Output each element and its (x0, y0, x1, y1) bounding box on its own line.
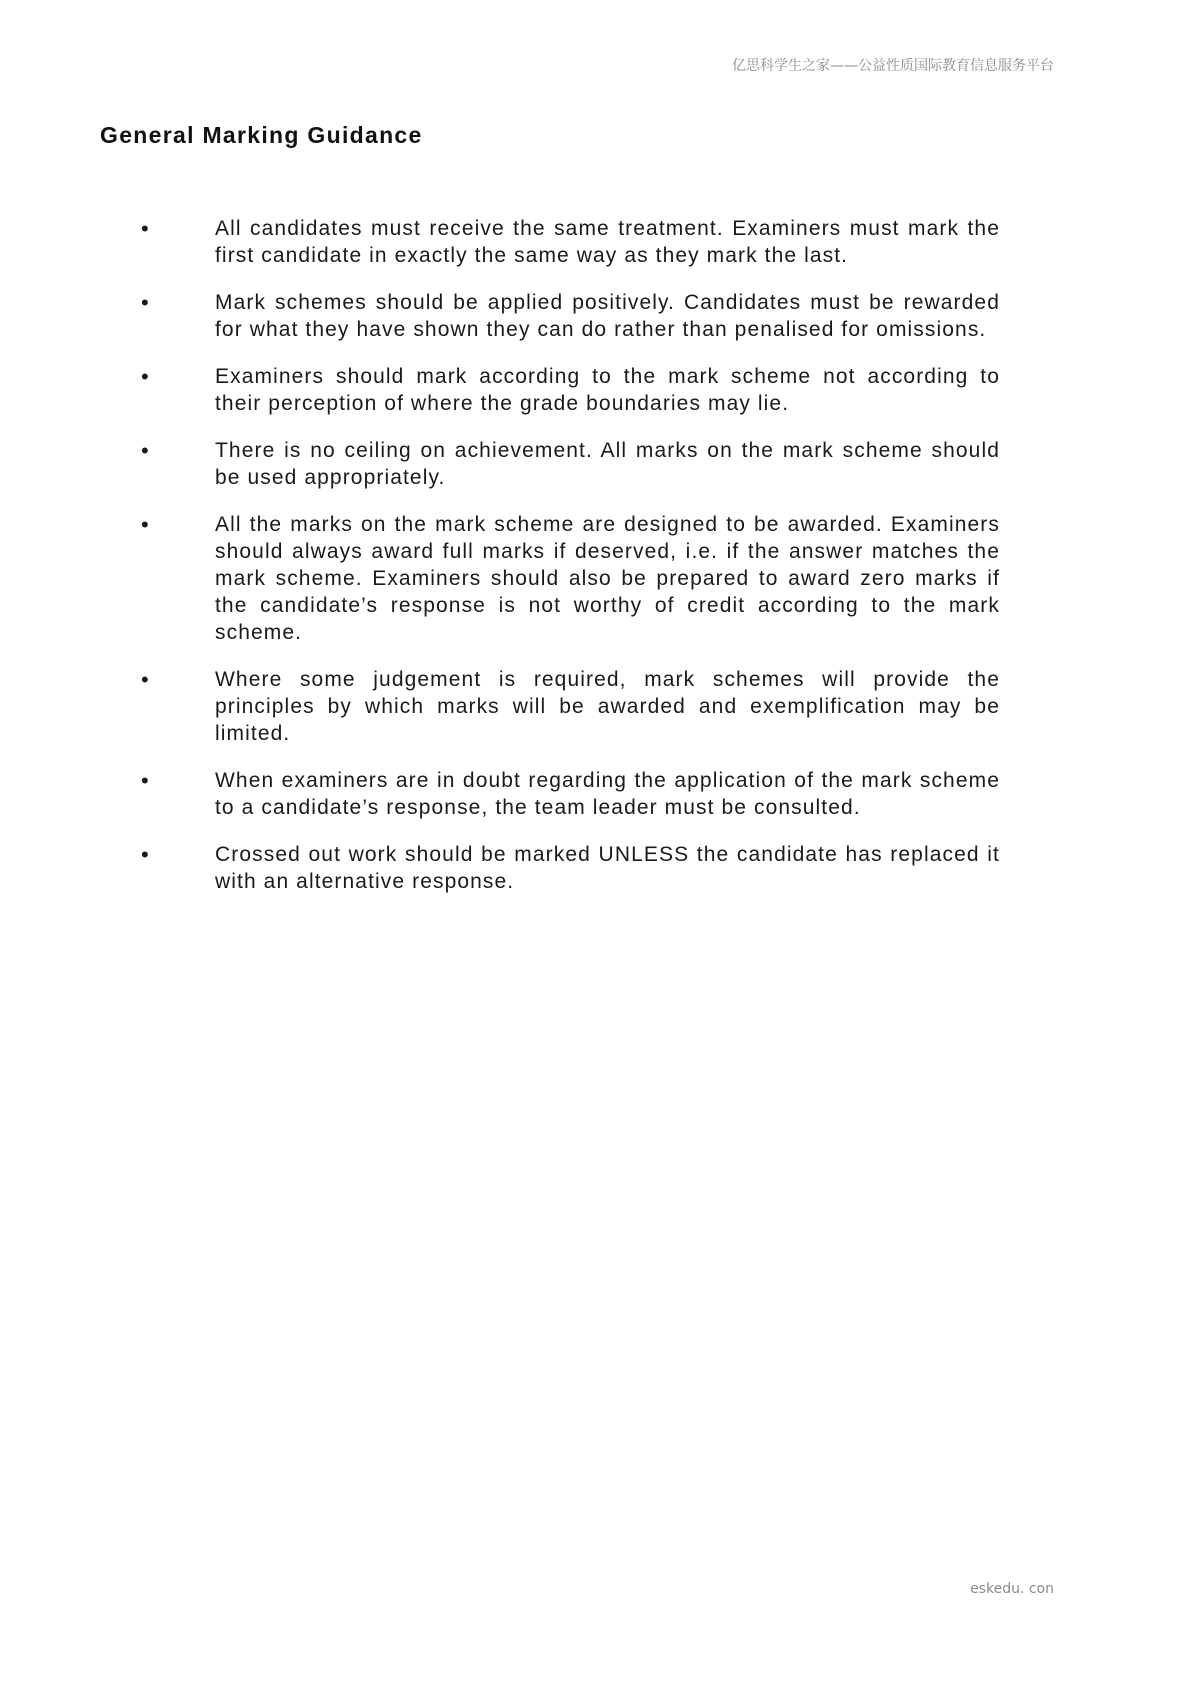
list-item-text: Mark schemes should be applied positively. Candidates must be rewarded for what they have shown they can do rather than penalised for omissions. (215, 291, 1000, 341)
page-header-watermark: 亿思科学生之家——公益性质国际教育信息服务平台 (732, 58, 1054, 74)
list-item (140, 363, 1000, 417)
list-item-text: Crossed out work should be marked UNLESS the candidate has replaced it with an alternative response. (215, 843, 1000, 893)
bullet-icon: • (141, 438, 149, 463)
bullet-icon: • (141, 364, 149, 389)
bullet-icon: • (141, 216, 149, 241)
list-item-text: All the marks on the mark scheme are designed to be awarded. Examiners should always award full marks if deserved, i.e. if the answer matches the mark scheme. Examiners should also be prepared to award zero marks if the candidate’s response is not worthy of credit according to the mark scheme. (215, 513, 1000, 644)
bullet-icon: • (141, 768, 149, 793)
list-item-text: Where some judgement is required, mark schemes will provide the principles by which marks will be awarded and exemplification may be limited. (215, 668, 1000, 745)
page-footer-watermark: eskedu. con (970, 1581, 1054, 1597)
list-item-text: Examiners should mark according to the mark scheme not according to their perception of where the grade boundaries may lie. (215, 365, 1000, 415)
list-item (140, 767, 1000, 821)
page-title: General Marking Guidance (100, 122, 423, 148)
list-item-text: There is no ceiling on achievement. All marks on the mark scheme should be used appropriately. (215, 439, 1000, 489)
list-item-text: All candidates must receive the same treatment. Examiners must mark the first candidate in exactly the same way as they mark the last. (215, 217, 1000, 267)
bullet-icon: • (141, 842, 149, 867)
bullet-icon: • (141, 512, 149, 537)
list-item (140, 841, 1000, 895)
list-item (140, 215, 1000, 269)
list-item (140, 511, 1000, 646)
list-item (140, 666, 1000, 747)
list-item (140, 437, 1000, 491)
list-item-text: When examiners are in doubt regarding the application of the mark scheme to a candidate’s response, the team leader must be consulted. (215, 769, 1000, 819)
bullet-icon: • (141, 290, 149, 315)
bullet-icon: • (141, 667, 149, 692)
guidance-list (140, 215, 1000, 915)
list-item (140, 289, 1000, 343)
